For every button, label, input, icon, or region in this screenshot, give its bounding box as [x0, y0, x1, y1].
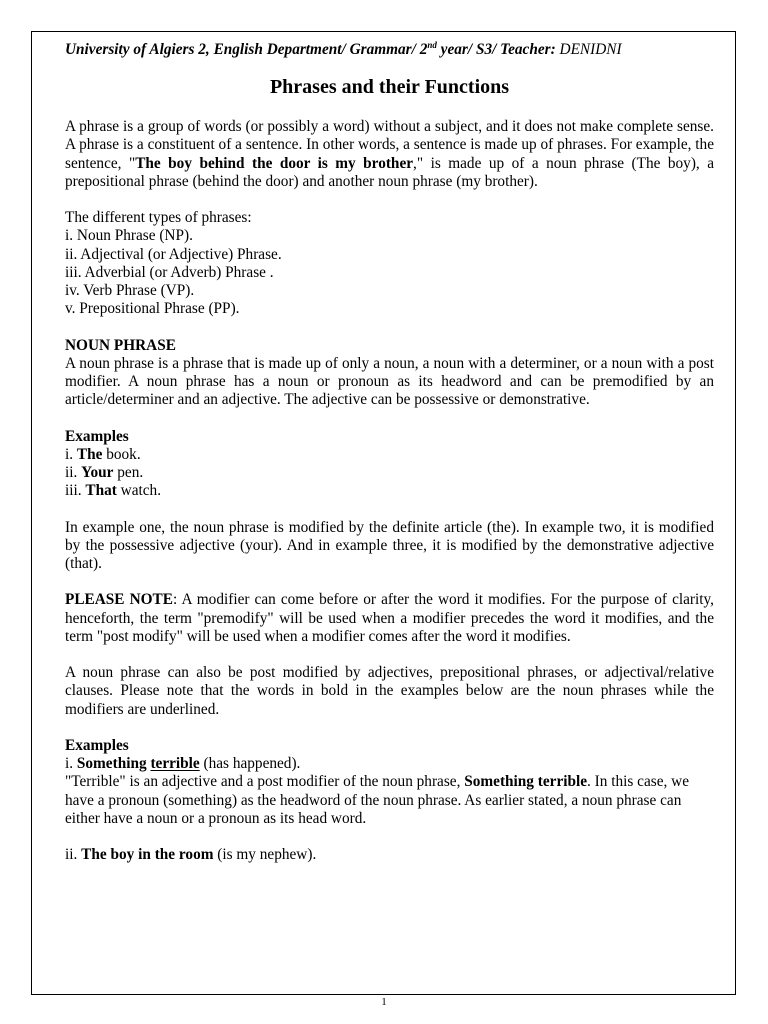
example-bold: The	[76, 445, 103, 463]
description-bold: Something terrible	[464, 773, 588, 791]
list-item: i. Noun Phrase (NP).	[65, 227, 193, 245]
example-rest: pen.	[113, 464, 144, 482]
example-number: i.	[65, 755, 77, 773]
header-details: year/ S3/ Teacher:	[436, 41, 560, 58]
types-heading: The different types of phrases:	[65, 209, 252, 227]
list-item: ii. Adjectival (or Adjective) Phrase.	[65, 245, 282, 263]
example-number: iii.	[65, 482, 86, 500]
example-bold: Your	[81, 464, 114, 482]
examples-heading: Examples	[65, 427, 129, 445]
description-text-2: . In this case, we have a pronoun (something) as the headword of the noun phrase. As earlier stated, a noun phrase can either have a noun or a pronoun as its head word.	[65, 773, 689, 827]
example-number: ii.	[65, 846, 82, 864]
examples-explanation: In example one, the noun phrase is modified by the definite article (the). In example two, it is modified by the possessive adjective (your). And in example three, it is modified by the demonstrative adjective (that).	[65, 518, 714, 573]
intro-example-sentence: The boy behind the door is my brother	[135, 154, 414, 172]
example-item	[65, 446, 714, 464]
list-item: v. Prepositional Phrase (PP).	[65, 300, 240, 318]
description-text-1: "Terrible" is an adjective and a post modifier of the noun phrase,	[65, 773, 465, 791]
example-number: i.	[65, 445, 77, 463]
example-rest: (has happened).	[199, 755, 301, 773]
example-rest: watch.	[116, 482, 162, 500]
noun-phrase-definition: A noun phrase is a phrase that is made up of only a noun, a noun with a determiner, or a noun with a post modifier. A noun phrase has a noun or pronoun as its headword and can be premodified by an article/determiner and an adjective. The adjective can be possessive or demonstrative.	[65, 354, 714, 409]
list-item: iii. Adverbial (or Adverb) Phrase .	[65, 263, 274, 281]
example-item	[65, 464, 714, 482]
examples-heading-2: Examples	[65, 737, 129, 754]
example-description	[65, 773, 714, 828]
example-underlined-modifier: terrible	[150, 755, 200, 773]
header-institution: University of Algiers 2, English Department/ Grammar/ 2	[65, 41, 428, 58]
intro-text-1: A phrase is a group of words (or possibly a word) without a subject, and it does not make complete sense. A phrase is a constituent of a sentence. In other words, a sentence is made up of phrases. For example, the sentence, "	[65, 118, 714, 172]
intro-text-2: ," is made up of a noun phrase (The boy), a prepositional phrase (behind the door) and another noun phrase (my brother).	[65, 154, 715, 190]
section-heading-noun-phrase: NOUN PHRASE	[65, 336, 176, 354]
example-rest: (is my nephew).	[213, 846, 317, 864]
example-number: ii.	[65, 464, 82, 482]
header-teacher: DENIDNI	[559, 41, 622, 58]
page-title: Phrases and their Functions	[269, 76, 510, 99]
header-sup: nd	[427, 40, 437, 50]
example-item	[65, 846, 714, 864]
example-item	[65, 482, 714, 500]
please-note-paragraph	[65, 591, 714, 646]
post-modified-paragraph: A noun phrase can also be post modified by adjectives, prepositional phrases, or adjectival/relative clauses. Please note that the words in bold in the examples below are the noun phrases while the modifiers are underlined.	[65, 664, 714, 718]
example-bold: That	[85, 482, 117, 500]
document-header	[65, 41, 714, 59]
example-bold: The boy in the room	[81, 846, 214, 864]
example-item	[65, 755, 714, 773]
please-note-label: PLEASE NOTE	[65, 591, 173, 609]
intro-paragraph	[65, 118, 714, 191]
page-number: 1	[381, 996, 387, 1008]
please-note-text: : A modifier can come before or after the word it modifies. For the purpose of clarity, henceforth, the term "premodify" will be used when a modifier precedes the word it modifies, and the term "post modify" will be used when a modifier comes after the word it modifies.	[65, 591, 715, 645]
document-body	[65, 41, 714, 864]
example-rest: book.	[102, 445, 141, 463]
example-bold: Something	[76, 755, 151, 773]
list-item: iv. Verb Phrase (VP).	[65, 282, 195, 300]
